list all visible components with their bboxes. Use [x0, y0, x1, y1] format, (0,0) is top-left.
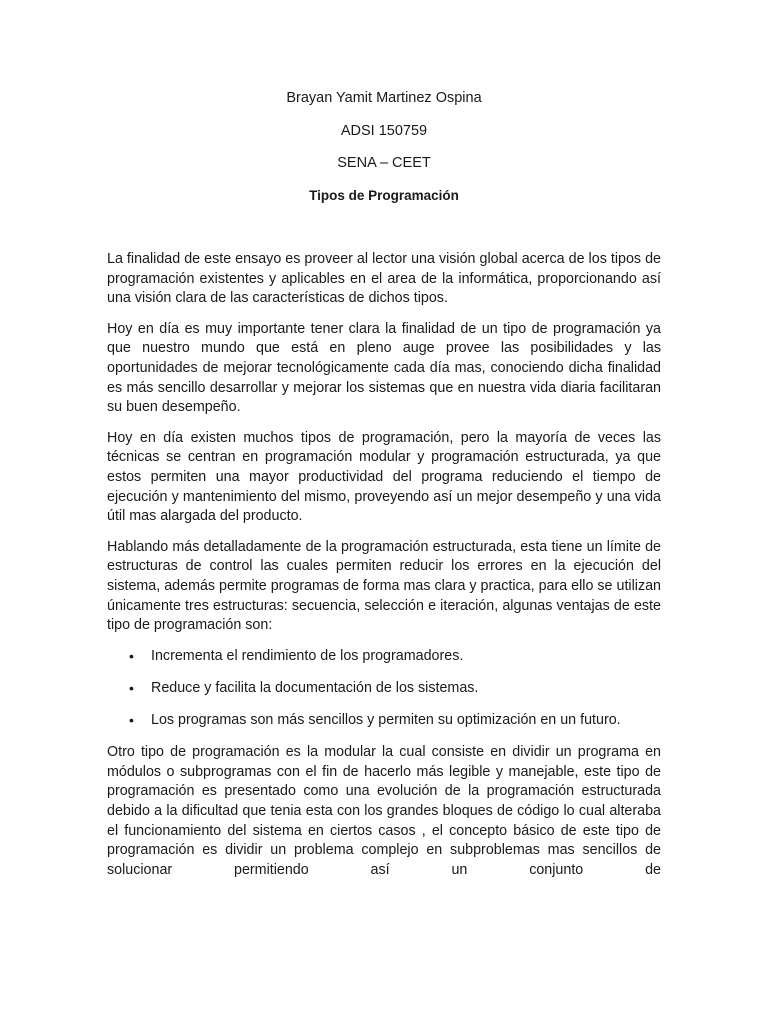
- list-item-text: Reduce y facilita la documentación de los sistemas.: [151, 679, 479, 696]
- paragraph-intro: La finalidad de este ensayo es proveer al lector una visión global acerca de los tipos de programación existentes y aplicables en el area de la informática, proporcionando así una visión clara de las características de dichos tipos.: [107, 251, 661, 307]
- list-item-text: Los programas son más sencillos y permiten su optimización en un futuro.: [151, 712, 621, 729]
- bullet-icon: •: [129, 647, 134, 664]
- paragraph-importance: Hoy en día es muy importante tener clara la finalidad de un tipo de programación ya que nuestro mundo que está en pleno auge provee las posibilidades y las oportunidades de mejorar tecnológicamente cada día mas, conociendo dicha finalidad es más sencillo desarrollar y mejorar los sistemas que en nuestra vida diaria facilitaran su buen desempeño.: [107, 320, 661, 416]
- list-item: [107, 679, 661, 699]
- author-name: Brayan Yamit Martinez Ospina: [286, 90, 482, 106]
- list-item: [107, 647, 661, 667]
- paragraph-structured: Hablando más detalladamente de la programación estructurada, esta tiene un límite de estructuras de control las cuales permiten reducir los errores en la ejecución del sistema, además permite programas de forma mas clara y practica, para ello se utilizan únicamente tres estructuras: secuencia, selección e iteración, algunas ventajas de este tipo de programación son:: [107, 538, 661, 634]
- list-item-text: Incrementa el rendimiento de los programadores.: [151, 647, 464, 664]
- bullet-icon: •: [129, 712, 134, 729]
- document-body: [107, 250, 661, 891]
- paragraph-types: Hoy en día existen muchos tipos de programación, pero la mayoría de veces las técnicas se centran en programación modular y programación estructurada, ya que estos permiten una mayor productividad del programa reduciendo el tiempo de ejecución y mantenimiento del mismo, proveyendo así un mejor desempeño y una vida útil mas alargada del producto.: [107, 429, 661, 525]
- document-title: Tipos de Programación: [309, 188, 459, 203]
- course-code: ADSI 150759: [340, 123, 428, 139]
- advantages-list: [107, 647, 661, 731]
- list-item: [107, 711, 661, 731]
- bullet-icon: •: [129, 679, 134, 696]
- institution-name: SENA – CEET: [337, 155, 431, 171]
- paragraph-modular: Otro tipo de programación es la modular la cual consiste en dividir un programa en módulos o subprogramas con el fin de hacerlo más legible y manejable, este tipo de programación es presentado como una evolución de la programación estructurada debido a la dificultad que tenia esta con los grandes bloques de código lo cual alteraba el funcionamiento del sistema en ciertos casos , el concepto básico de este tipo de programación es dividir un problema complejo en subproblemas mas sencillos de solucionar permitiendo así un conjunto de: [107, 744, 661, 878]
